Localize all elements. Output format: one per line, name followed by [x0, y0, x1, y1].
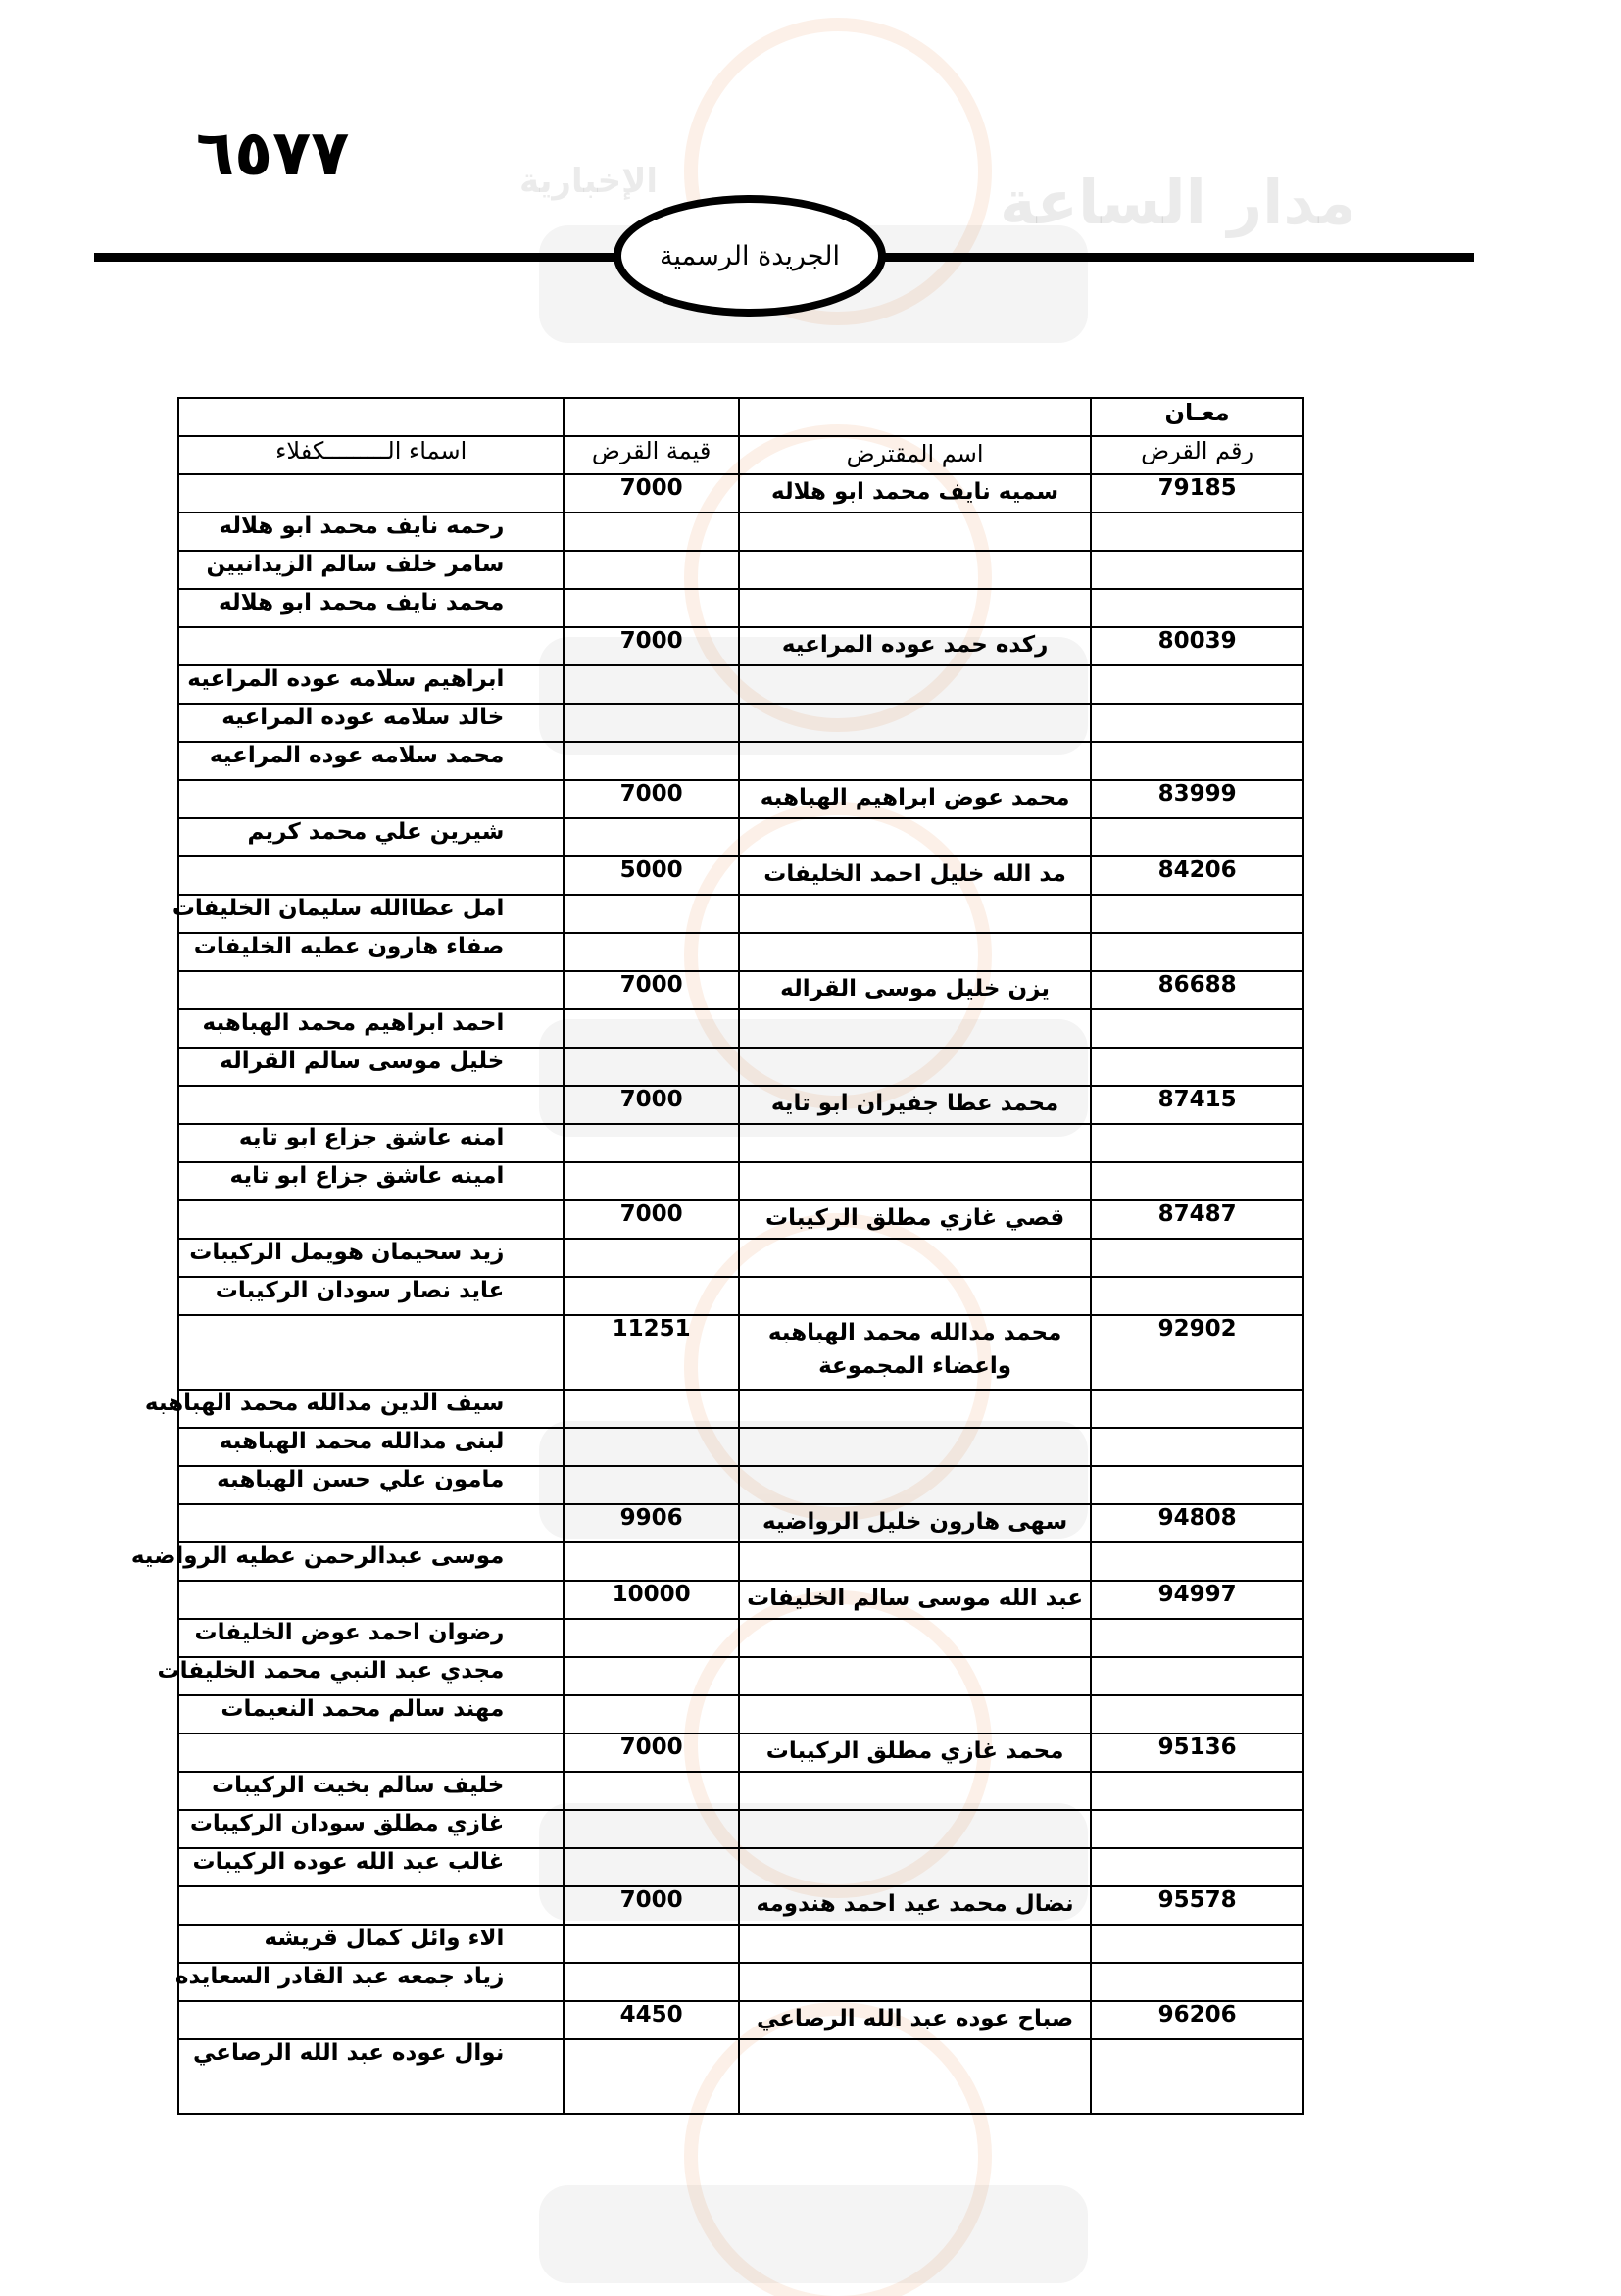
- loan-amount: 7000: [564, 1734, 739, 1772]
- loan-amount: 7000: [564, 1886, 739, 1925]
- header-loan-number: رقم القرض: [1091, 436, 1303, 474]
- borrower-name: محمد عوض ابراهيم الهباهبه: [739, 780, 1091, 818]
- loan-amount: 7000: [564, 1200, 739, 1239]
- loan-number: 94808: [1091, 1504, 1303, 1542]
- loan-amount: 9906: [564, 1504, 739, 1542]
- guarantor-row: [178, 589, 1303, 627]
- guarantor-name: محمد سلامه عوده المراعيه: [178, 742, 564, 780]
- borrower-name: مد الله خليل احمد الخليفات: [739, 856, 1091, 895]
- watermark-brand-1: مدار الساعة: [1000, 167, 1356, 238]
- guarantor-row: [178, 551, 1303, 589]
- guarantor-row: [178, 1848, 1303, 1886]
- table-header-row-governorate: [178, 398, 1303, 436]
- guarantor-name: مامون علي حسن الهباهبه: [178, 1466, 564, 1504]
- guarantor-row: [178, 1963, 1303, 2001]
- guarantor-row: [178, 1428, 1303, 1466]
- loan-amount: 7000: [564, 971, 739, 1009]
- guarantor-name: احمد ابراهيم محمد الهباهبه: [178, 1009, 564, 1048]
- guarantor-row: [178, 704, 1303, 742]
- loan-number: 87415: [1091, 1086, 1303, 1124]
- guarantor-name: خالد سلامه عوده المراعيه: [178, 704, 564, 742]
- guarantor-name: سيف الدين مدالله محمد الهباهبه: [178, 1390, 564, 1428]
- borrower-name: سميه نايف محمد ابو هلاله: [739, 474, 1091, 513]
- gazette-title: الجريدة الرسمية: [660, 240, 840, 271]
- loan-amount: 11251: [564, 1315, 739, 1390]
- borrower-name: محمد غازي مطلق الركيبات: [739, 1734, 1091, 1772]
- guarantor-row: [178, 895, 1303, 933]
- guarantor-row: [178, 2039, 1303, 2114]
- loan-number: 80039: [1091, 627, 1303, 665]
- loan-number: 95136: [1091, 1734, 1303, 1772]
- guarantor-row: [178, 1048, 1303, 1086]
- guarantor-row: [178, 1009, 1303, 1048]
- guarantor-row: [178, 1390, 1303, 1428]
- loan-row: [178, 627, 1303, 665]
- guarantor-name: عايد نصار سودان الركيبات: [178, 1277, 564, 1315]
- loans-table: [130, 397, 1304, 2115]
- loan-number: 87487: [1091, 1200, 1303, 1239]
- guarantor-name: امنه عاشق جزاع ابو تايه: [178, 1124, 564, 1162]
- loans-table-body: [130, 398, 1303, 2114]
- guarantor-name: رحمه نايف محمد ابو هلاله: [178, 513, 564, 551]
- guarantor-name: امل عطاالله سليمان الخليفات: [178, 895, 564, 933]
- guarantor-row: [178, 742, 1303, 780]
- loan-amount: 5000: [564, 856, 739, 895]
- guarantor-row: [178, 1695, 1303, 1734]
- guarantor-name: لبنى مدالله محمد الهباهبه: [178, 1428, 564, 1466]
- borrower-name: محمد مدالله محمد الهباهبه واعضاء المجموعة: [739, 1315, 1091, 1390]
- guarantor-name: الاء وائل كمال قريشه: [178, 1925, 564, 1963]
- loan-number: 95578: [1091, 1886, 1303, 1925]
- loan-row: [178, 1886, 1303, 1925]
- guarantor-row: [178, 1124, 1303, 1162]
- borrower-name: سهى هارون خليل الرواضيه: [739, 1504, 1091, 1542]
- guarantor-name: سامر خلف سالم الزيدانيين: [178, 551, 564, 589]
- gazette-title-oval: [614, 195, 886, 317]
- guarantor-name: محمد نايف محمد ابو هلاله: [178, 589, 564, 627]
- guarantor-name: خليل موسى سالم القراله: [178, 1048, 564, 1086]
- loan-number: 86688: [1091, 971, 1303, 1009]
- borrower-name: عبد الله موسى سالم الخليفات: [739, 1581, 1091, 1619]
- borrower-name: محمد عطا جفيران ابو تايه: [739, 1086, 1091, 1124]
- guarantor-name: صفاء هارون عطيه الخليفات: [178, 933, 564, 971]
- borrower-name: يزن خليل موسى القراله: [739, 971, 1091, 1009]
- guarantor-row: [178, 1162, 1303, 1200]
- watermark-subtitle-1: الإخبارية: [519, 162, 659, 201]
- loan-row: [178, 474, 1303, 513]
- loan-row: [178, 856, 1303, 895]
- page-number: ٦٥٧٧: [196, 118, 350, 190]
- loan-number: 83999: [1091, 780, 1303, 818]
- guarantor-row: [178, 1277, 1303, 1315]
- guarantor-name: ابراهيم سلامه عوده المراعيه: [178, 665, 564, 704]
- borrower-name: قصي غازي مطلق الركيبات: [739, 1200, 1091, 1239]
- loan-row: [178, 1200, 1303, 1239]
- guarantor-name: غالب عبد الله عوده الركيبات: [178, 1848, 564, 1886]
- loan-amount: 7000: [564, 1086, 739, 1124]
- guarantor-row: [178, 1466, 1303, 1504]
- loan-row: [178, 1086, 1303, 1124]
- header-amount: قيمة القرض: [564, 436, 739, 474]
- borrower-name: ركده حمد عوده المراعيه: [739, 627, 1091, 665]
- guarantor-row: [178, 818, 1303, 856]
- guarantor-row: [178, 1772, 1303, 1810]
- loan-number: 94997: [1091, 1581, 1303, 1619]
- guarantor-name: غازي مطلق سودان الركيبات: [178, 1810, 564, 1848]
- guarantor-row: [178, 1619, 1303, 1657]
- borrower-name: صباح عوده عبد الله الرصاعي: [739, 2001, 1091, 2039]
- guarantor-row: [178, 933, 1303, 971]
- loan-row: [178, 1504, 1303, 1542]
- loan-row: [178, 1315, 1303, 1390]
- guarantor-row: [178, 665, 1303, 704]
- guarantor-name: امينه عاشق جزاع ابو تايه: [178, 1162, 564, 1200]
- loan-number: 96206: [1091, 2001, 1303, 2039]
- guarantor-row: [178, 513, 1303, 551]
- guarantor-name: مهند سالم محمد النعيمات: [178, 1695, 564, 1734]
- guarantor-row: [178, 1239, 1303, 1277]
- guarantor-name: رضوان احمد عوض الخليفات: [178, 1619, 564, 1657]
- loan-row: [178, 1581, 1303, 1619]
- loan-amount: 4450: [564, 2001, 739, 2039]
- guarantor-name: زيد سحيمان هويمل الركيبات: [178, 1239, 564, 1277]
- table-header-row: [178, 436, 1303, 474]
- loan-row: [178, 2001, 1303, 2039]
- guarantor-name: شيرين علي محمد كريم: [178, 818, 564, 856]
- guarantor-name: خليف سالم بخيت الركيبات: [178, 1772, 564, 1810]
- header-guarantors: اسماء الـــــــــكفلاء: [178, 436, 564, 474]
- loan-amount: 10000: [564, 1581, 739, 1619]
- loan-number: 92902: [1091, 1315, 1303, 1390]
- guarantor-name: زياد جمعه عبد القادر السعايده: [178, 1963, 564, 2001]
- guarantor-row: [178, 1542, 1303, 1581]
- guarantor-name: موسى عبدالرحمن عطيه الرواضيه: [178, 1542, 564, 1581]
- loan-number: 84206: [1091, 856, 1303, 895]
- guarantor-row: [178, 1657, 1303, 1695]
- loan-amount: 7000: [564, 627, 739, 665]
- guarantor-row: [178, 1925, 1303, 1963]
- loan-amount: 7000: [564, 474, 739, 513]
- loan-amount: 7000: [564, 780, 739, 818]
- borrower-name: نضال محمد عيد احمد هندومه: [739, 1886, 1091, 1925]
- loan-row: [178, 971, 1303, 1009]
- loan-row: [178, 780, 1303, 818]
- header-borrower: اسم المقترض: [739, 436, 1091, 474]
- governorate-label: معـان: [1091, 398, 1303, 436]
- guarantor-name: مجدي عبد النبي محمد الخليفات: [178, 1657, 564, 1695]
- loan-row: [178, 1734, 1303, 1772]
- guarantor-name: نوال عوده عبد الله الرصاعي: [178, 2039, 564, 2114]
- guarantor-row: [178, 1810, 1303, 1848]
- loan-number: 79185: [1091, 474, 1303, 513]
